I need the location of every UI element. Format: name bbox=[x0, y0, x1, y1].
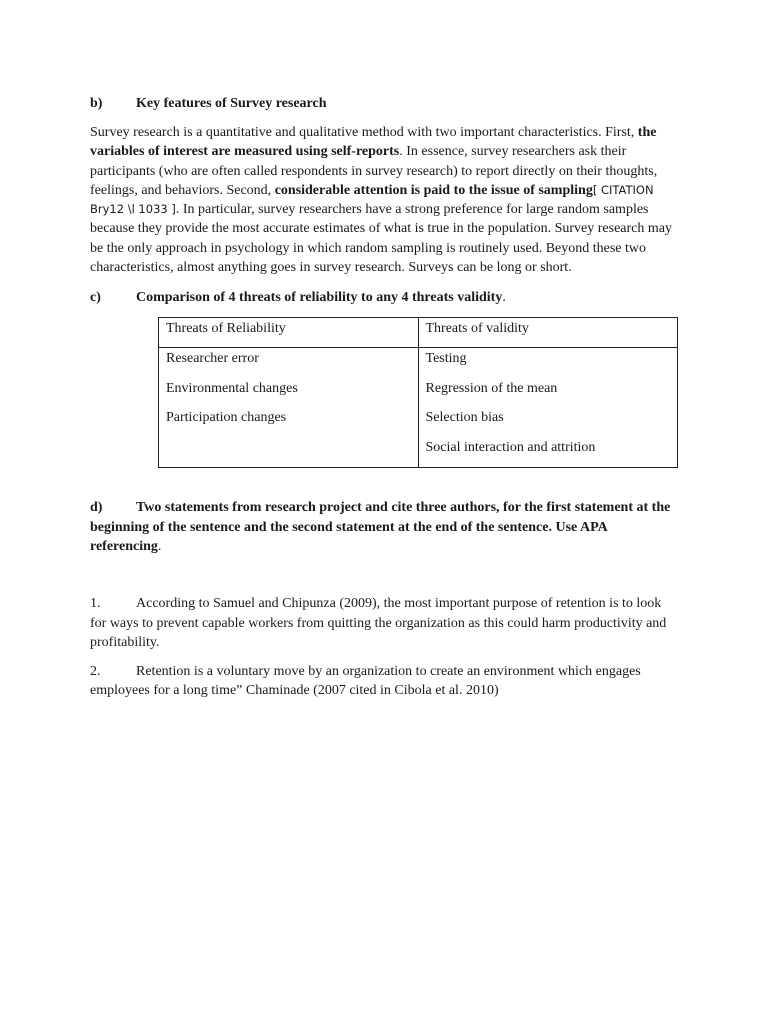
section-b-title: Key features of Survey research bbox=[136, 96, 327, 111]
section-b-label: b) bbox=[90, 96, 103, 111]
statement-text: According to Samuel and Chipunza (2009), the most important purpose of retention is to look for ways to prevent capable workers from quitting the organization as this could harm productivity and profitability. bbox=[90, 596, 667, 650]
statement-number: 2. bbox=[90, 664, 101, 680]
validity-item: Social interaction and attrition bbox=[425, 439, 596, 455]
section-c-label: c) bbox=[90, 290, 101, 306]
section-b-text-3: . In particular, survey researchers have a strong preference for large random samples because they provide the most accurate estimates of what is true in the population. Survey research may be the only approach in psychology in which random sampling is routinely used. Beyond these two characteristics, almost anything goes in survey research. Surveys can be long or short. bbox=[90, 202, 672, 276]
section-b-heading bbox=[90, 94, 680, 113]
section-d-title: Two statements from research project and cite three authors, for the first statement at the beginning of the sentence and the second statement at the end of the sentence. Use APA referencing bbox=[90, 500, 671, 554]
section-b-text-2: . In essence, survey researchers ask their participants (who are often called respondents in survey research) to report directly on their thoughts, feelings, and behaviors. Second, bbox=[90, 144, 658, 198]
validity-cell bbox=[418, 348, 678, 468]
validity-item: Selection bias bbox=[425, 410, 504, 426]
validity-item: Regression of the mean bbox=[425, 380, 558, 396]
section-b-paragraph bbox=[90, 123, 680, 277]
statement-text: Retention is a voluntary move by an organization to create an environment which engages employees for a long time” Chaminade (2007 cited in Cibola et al. 2010) bbox=[90, 664, 641, 699]
validity-item: Testing bbox=[425, 351, 467, 367]
section-b-text-1: Survey research is a quantitative and qualitative method with two important characteristics. First, bbox=[90, 125, 638, 140]
statement-number: 1. bbox=[90, 596, 101, 612]
reliability-cell bbox=[159, 348, 419, 468]
section-c-heading bbox=[90, 288, 680, 307]
header-validity: Threats of validity bbox=[418, 318, 678, 348]
threats-table bbox=[158, 317, 678, 468]
section-c-title: Comparison of 4 threats of reliability to any 4 threats validity bbox=[136, 290, 503, 306]
section-d-tail: . bbox=[157, 538, 162, 554]
section-c-tail: . bbox=[502, 290, 506, 306]
threats-table-header-row bbox=[159, 318, 678, 348]
reliability-item: Researcher error bbox=[166, 351, 259, 367]
statement-item-1 bbox=[90, 594, 680, 652]
section-d-heading bbox=[90, 498, 680, 556]
threats-table-body-row bbox=[159, 348, 678, 468]
header-reliability: Threats of Reliability bbox=[159, 318, 419, 348]
section-b-bold-1: the variables of interest are measured using self-reports bbox=[90, 125, 657, 160]
reliability-item: Participation changes bbox=[166, 410, 287, 426]
document-page bbox=[90, 94, 680, 701]
reliability-item: Environmental changes bbox=[166, 380, 298, 396]
citation-field: [ CITATION Bry12 \l 1033 ] bbox=[90, 182, 654, 217]
section-b-bold-2: considerable attention is paid to the issue of sampling bbox=[274, 182, 593, 198]
statement-item-2 bbox=[90, 662, 680, 701]
section-d-label: d) bbox=[90, 500, 103, 516]
